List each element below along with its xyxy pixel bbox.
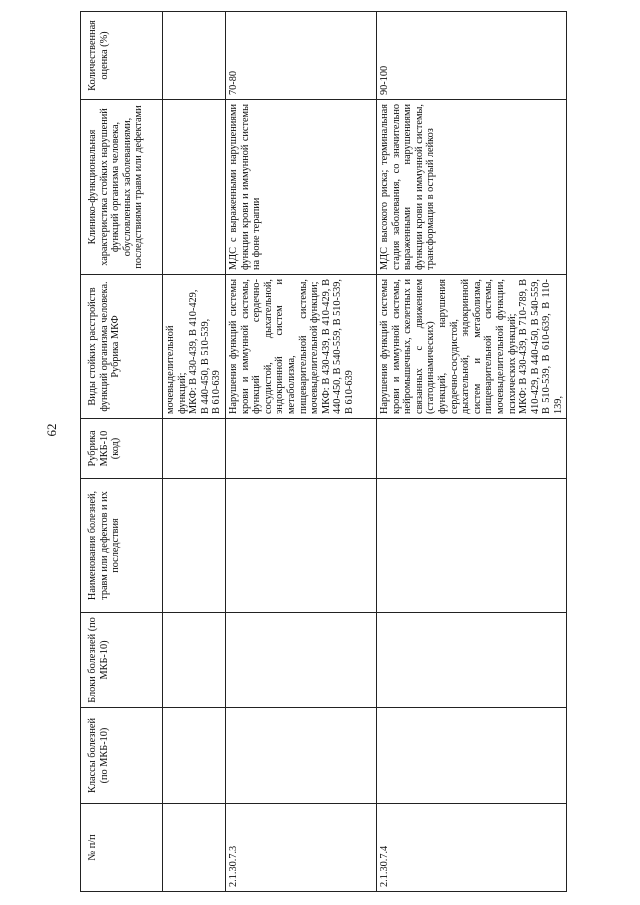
table-row — [225, 12, 376, 892]
cell-classes — [225, 708, 376, 804]
header-clinical-characteristics: Клинико-функциональная характеристика стойких нарушений функций организма человека, обусловленных заболеваниями, последствиями травм или дефектами — [81, 100, 163, 275]
cell-clinical: МДС с выраженными нарушениями функции крови и иммунной системы на фоне терапии — [225, 100, 376, 275]
cell-code — [163, 419, 226, 479]
header-disease-blocks: Блоки болезней (по МКБ-10) — [81, 613, 163, 708]
cell-number — [163, 804, 226, 892]
table-row — [163, 12, 226, 892]
cell-blocks — [376, 613, 567, 708]
cell-percent — [163, 12, 226, 100]
table-header-row — [81, 12, 163, 892]
cell-clinical — [163, 100, 226, 275]
cell-disorders: Нарушения функций системы крови и иммунной системы, функций сердечно-сосудистой, дыхательной, эндокринной систем и метаболизма, пищеварительной системы, мочевыделительной функции; МКФ: В 430-439, В 410-429, В 440-450, В 540-559, В 510-539, В 610-639 — [225, 275, 376, 419]
cell-name — [376, 479, 567, 613]
cell-clinical: МДС высокого риска; терминальная стадия заболевания, со значительно выраженными нарушениями функции крови и иммунной системы, трансформация в острый лейкоз — [376, 100, 567, 275]
cell-number: 2.1.30.7.4 — [376, 804, 567, 892]
cell-blocks — [163, 613, 226, 708]
cell-blocks — [225, 613, 376, 708]
rotated-table-area — [80, 12, 564, 892]
cell-classes — [376, 708, 567, 804]
cell-name — [163, 479, 226, 613]
table-container — [80, 12, 564, 892]
cell-percent: 90-100 — [376, 12, 567, 100]
header-icd-code: Рубрика МКБ-10 (код) — [81, 419, 163, 479]
disability-criteria-table — [80, 11, 567, 892]
header-disease-classes: Классы болезней (по МКБ-10) — [81, 708, 163, 804]
cell-disorders: Нарушения функций системы крови и иммунной системы, нейромышечных, скелетных и связанных с движением (статодинамических) функций, нарушения сердечно-сосудистой, дыхательной, эндокринной систем и метаболизма, пищеварительной системы, мочевыделительной функции, психических функций; МКФ: В 430-439, В 710-789, В 410-429, В 440-450, В 540-559, В 510-539, В 610-639, В 110-139, — [376, 275, 567, 419]
page-number: 62 — [44, 423, 59, 437]
cell-disorders: мочевыделительной функций; МКФ: В 430-439, В 410-429, В 440-450, В 510-539, В 610-639 — [163, 275, 226, 419]
header-disease-names: Наименования болезней, травм или дефектов и их последствия — [81, 479, 163, 613]
cell-code — [225, 419, 376, 479]
header-number: № п/п — [81, 804, 163, 892]
cell-classes — [163, 708, 226, 804]
table-row — [376, 12, 567, 892]
cell-code — [376, 419, 567, 479]
cell-name — [225, 479, 376, 613]
header-disorder-types: Виды стойких расстройств функций организма человека. Рубрика МКФ — [81, 275, 163, 419]
cell-number: 2.1.30.7.3 — [225, 804, 376, 892]
header-quantitative-score: Количественная оценка (%) — [81, 12, 163, 100]
cell-percent: 70-80 — [225, 12, 376, 100]
